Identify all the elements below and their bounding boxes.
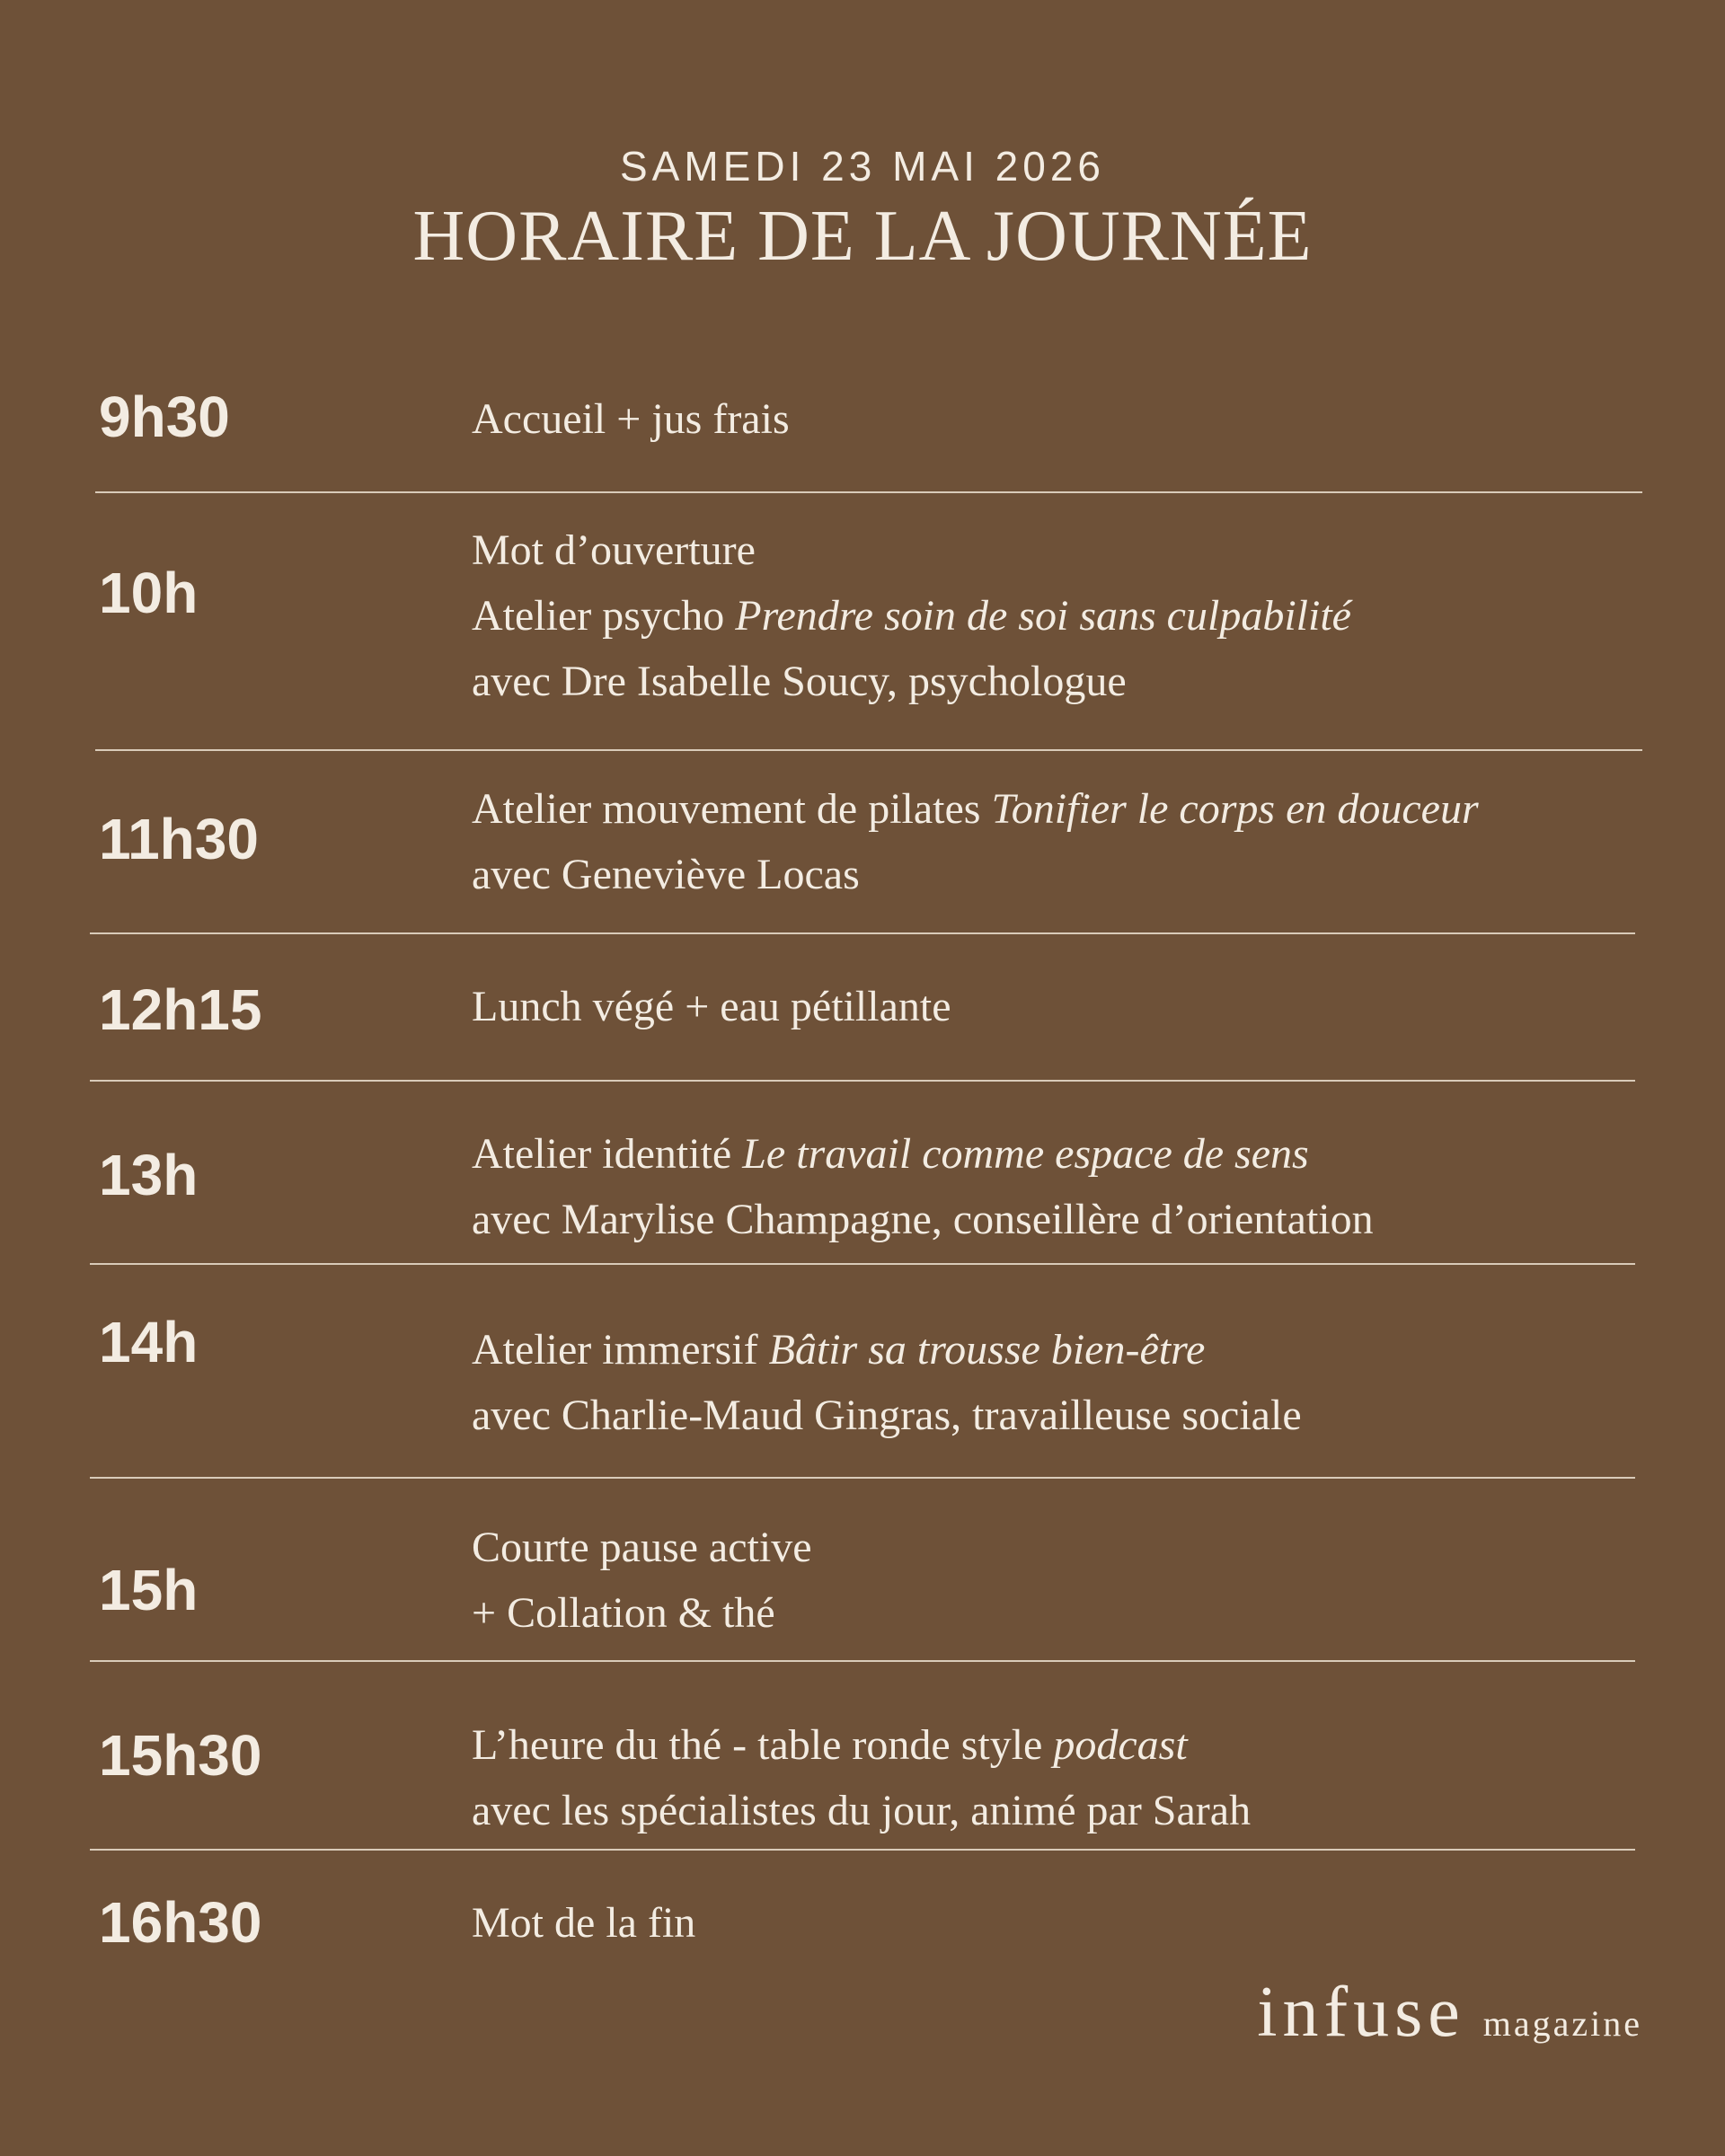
schedule-line [472, 1383, 1302, 1448]
schedule-line-text: Courte pause active [472, 1524, 812, 1571]
row-divider [90, 1660, 1635, 1662]
schedule-description [472, 1515, 812, 1646]
schedule-line [472, 1317, 1302, 1383]
schedule-line-text: Mot d’ouverture [472, 526, 756, 574]
schedule-line [472, 583, 1351, 649]
schedule-line-title: Le travail comme espace de sens [742, 1130, 1309, 1178]
schedule-description [472, 1712, 1251, 1843]
schedule-line-title: Prendre soin de soi sans culpabilité [735, 592, 1351, 640]
schedule-time: 13h [99, 1143, 199, 1207]
row-divider [95, 491, 1642, 493]
schedule-line [472, 1121, 1374, 1187]
schedule-line-text: Atelier immersif [472, 1326, 769, 1374]
schedule-line [472, 776, 1479, 842]
schedule-line [472, 1890, 695, 1956]
schedule-description [472, 1890, 695, 1956]
schedule-line-text: avec Dre Isabelle Soucy, psychologue [472, 658, 1127, 705]
row-divider [90, 1080, 1635, 1082]
schedule-time: 14h [99, 1310, 199, 1374]
schedule-description [472, 1317, 1302, 1448]
schedule-description [472, 386, 790, 452]
schedule-time: 9h30 [99, 384, 230, 449]
brand-suffix: magazine [1482, 2003, 1642, 2044]
schedule-line-title: Tonifier le corps en douceur [991, 785, 1479, 833]
schedule-line-text: avec les spécialistes du jour, animé par Sarah [472, 1787, 1252, 1834]
schedule-line-text: Atelier mouvement de pilates [472, 785, 992, 833]
schedule-line-text: Atelier identité [472, 1130, 743, 1178]
schedule-line-text: + Collation & thé [472, 1589, 775, 1637]
row-divider [90, 1263, 1635, 1265]
schedule-description [472, 974, 951, 1039]
schedule-line [472, 1712, 1251, 1778]
schedule-line [472, 974, 951, 1039]
schedule-line-title: podcast [1053, 1721, 1188, 1769]
schedule-line-text: Mot de la fin [472, 1899, 696, 1947]
row-divider [95, 749, 1642, 751]
schedule-line [472, 517, 1351, 583]
schedule-time: 16h30 [99, 1890, 262, 1955]
schedule-line [472, 649, 1351, 714]
schedule-description [472, 1121, 1374, 1252]
schedule-line-text: avec Marylise Champagne, conseillère d’orientation [472, 1196, 1374, 1243]
schedule-line-title: Bâtir sa trousse bien-être [768, 1326, 1206, 1374]
schedule-line [472, 842, 1479, 907]
schedule-line-text: L’heure du thé - table ronde style [472, 1721, 1054, 1769]
page-title: HORAIRE DE LA JOURNÉE [412, 197, 1313, 276]
brand-name: infuse [1257, 1973, 1465, 2052]
schedule-line-text: Lunch végé + eau pétillante [472, 983, 951, 1030]
schedule-line [472, 1187, 1374, 1252]
schedule-time: 10h [99, 561, 199, 625]
schedule-line [472, 1580, 812, 1646]
schedule-description [472, 517, 1351, 714]
row-divider [90, 1849, 1635, 1851]
schedule-time: 12h15 [99, 977, 262, 1042]
schedule-line-text: avec Charlie-Maud Gingras, travailleuse sociale [472, 1392, 1302, 1439]
event-date: SAMEDI 23 MAI 2026 [620, 143, 1105, 190]
schedule-description [472, 776, 1479, 907]
row-divider [90, 1477, 1635, 1479]
row-divider [90, 932, 1635, 934]
schedule-line [472, 1515, 812, 1580]
schedule-line-text: Accueil + jus frais [472, 395, 790, 443]
brand-logo [1257, 1972, 1642, 2054]
schedule-line [472, 1778, 1251, 1843]
schedule-time: 15h30 [99, 1723, 262, 1788]
schedule-line-text: Atelier psycho [472, 592, 736, 640]
schedule-time: 15h [99, 1558, 199, 1622]
schedule-time: 11h30 [99, 807, 259, 871]
schedule-line [472, 386, 790, 452]
schedule-line-text: avec Geneviève Locas [472, 851, 860, 898]
